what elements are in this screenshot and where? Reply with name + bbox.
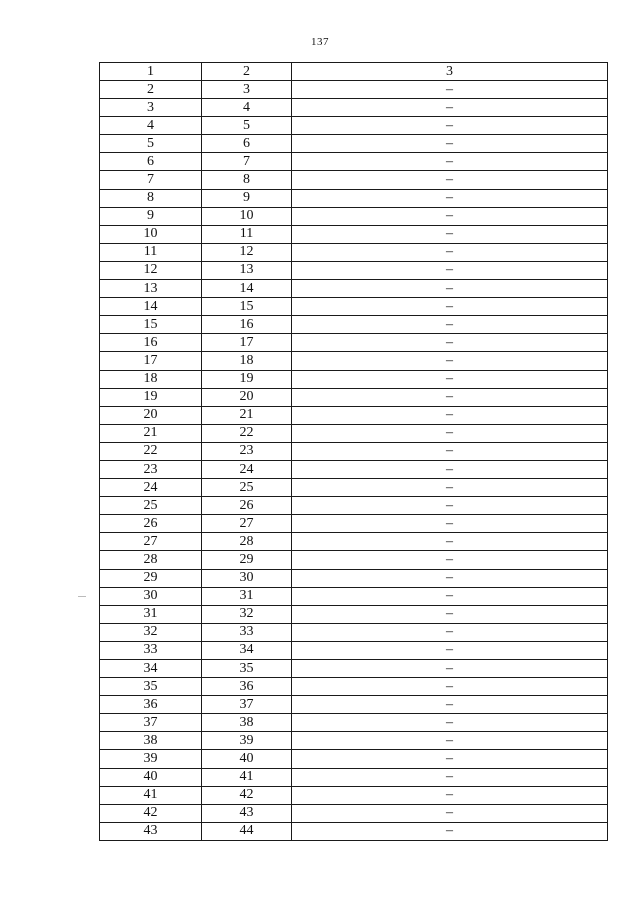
table-cell-col-1: 29 <box>100 569 202 587</box>
table-cell-col-3: – <box>292 569 608 587</box>
table-cell-col-2: 10 <box>202 207 292 225</box>
table-cell-col-3: – <box>292 280 608 298</box>
table-cell-col-2: 18 <box>202 352 292 370</box>
table-cell-col-3: – <box>292 533 608 551</box>
table-cell-col-3: – <box>292 406 608 424</box>
table-cell-col-1: 4 <box>100 117 202 135</box>
table-cell-col-3: – <box>292 822 608 840</box>
table-cell-col-2: 17 <box>202 334 292 352</box>
table-row <box>100 334 608 352</box>
column-header-1: 1 <box>100 63 202 81</box>
table-row <box>100 153 608 171</box>
table-cell-col-3: – <box>292 243 608 261</box>
table-row <box>100 696 608 714</box>
table-cell-col-3: – <box>292 660 608 678</box>
table-cell-col-3: – <box>292 316 608 334</box>
table-cell-col-3: – <box>292 189 608 207</box>
table-cell-col-1: 11 <box>100 243 202 261</box>
column-header-2: 2 <box>202 63 292 81</box>
table-cell-col-2: 30 <box>202 569 292 587</box>
table-cell-col-2: 24 <box>202 460 292 478</box>
table-cell-col-3: – <box>292 388 608 406</box>
table-cell-col-2: 5 <box>202 117 292 135</box>
table-cell-col-2: 4 <box>202 99 292 117</box>
table-cell-col-3: – <box>292 768 608 786</box>
table-cell-col-2: 29 <box>202 551 292 569</box>
table-cell-col-1: 18 <box>100 370 202 388</box>
table-cell-col-3: – <box>292 81 608 99</box>
table-row <box>100 424 608 442</box>
table-cell-col-2: 9 <box>202 189 292 207</box>
table-cell-col-2: 3 <box>202 81 292 99</box>
table-cell-col-1: 26 <box>100 515 202 533</box>
table-cell-col-3: – <box>292 442 608 460</box>
table-cell-col-2: 16 <box>202 316 292 334</box>
table-row <box>100 316 608 334</box>
table-row <box>100 605 608 623</box>
table-cell-col-3: – <box>292 551 608 569</box>
table-cell-col-2: 8 <box>202 171 292 189</box>
table-cell-col-3: – <box>292 352 608 370</box>
table-cell-col-2: 19 <box>202 370 292 388</box>
table-cell-col-1: 40 <box>100 768 202 786</box>
table-cell-col-3: – <box>292 424 608 442</box>
table-cell-col-2: 7 <box>202 153 292 171</box>
table-row <box>100 135 608 153</box>
table-cell-col-2: 42 <box>202 786 292 804</box>
table-row <box>100 515 608 533</box>
table-row <box>100 804 608 822</box>
table-row <box>100 623 608 641</box>
table-row <box>100 81 608 99</box>
table-cell-col-1: 8 <box>100 189 202 207</box>
table-row <box>100 660 608 678</box>
table-row <box>100 587 608 605</box>
table-header-row <box>100 63 608 81</box>
table-cell-col-1: 20 <box>100 406 202 424</box>
table-cell-col-3: – <box>292 117 608 135</box>
table-cell-col-3: – <box>292 479 608 497</box>
table-cell-col-2: 15 <box>202 298 292 316</box>
table-row <box>100 786 608 804</box>
table-cell-col-1: 33 <box>100 641 202 659</box>
table-cell-col-3: – <box>292 515 608 533</box>
table-cell-col-1: 24 <box>100 479 202 497</box>
table-cell-col-1: 21 <box>100 424 202 442</box>
table-row <box>100 678 608 696</box>
table-cell-col-1: 32 <box>100 623 202 641</box>
table-cell-col-1: 19 <box>100 388 202 406</box>
table-row <box>100 189 608 207</box>
table-row <box>100 497 608 515</box>
table-cell-col-1: 39 <box>100 750 202 768</box>
table-row <box>100 298 608 316</box>
table-cell-col-1: 3 <box>100 99 202 117</box>
table-cell-col-2: 43 <box>202 804 292 822</box>
table-cell-col-3: – <box>292 678 608 696</box>
table-cell-col-1: 15 <box>100 316 202 334</box>
table-cell-col-2: 38 <box>202 714 292 732</box>
table-row <box>100 442 608 460</box>
table-row <box>100 551 608 569</box>
table-cell-col-3: – <box>292 786 608 804</box>
table-cell-col-3: – <box>292 334 608 352</box>
table-cell-col-1: 37 <box>100 714 202 732</box>
table-cell-col-3: – <box>292 370 608 388</box>
table-row <box>100 243 608 261</box>
table-cell-col-1: 17 <box>100 352 202 370</box>
table-row <box>100 732 608 750</box>
table-cell-col-3: – <box>292 732 608 750</box>
table-cell-col-3: – <box>292 714 608 732</box>
table-cell-col-1: 12 <box>100 261 202 279</box>
table-cell-col-2: 25 <box>202 479 292 497</box>
table-cell-col-3: – <box>292 804 608 822</box>
table-cell-col-1: 13 <box>100 280 202 298</box>
table-cell-col-2: 14 <box>202 280 292 298</box>
table-cell-col-3: – <box>292 135 608 153</box>
table-body <box>100 63 608 841</box>
table-row <box>100 117 608 135</box>
table-row <box>100 714 608 732</box>
table-cell-col-3: – <box>292 696 608 714</box>
page-number: 137 <box>311 36 329 48</box>
table-cell-col-2: 13 <box>202 261 292 279</box>
table-cell-col-2: 22 <box>202 424 292 442</box>
table-cell-col-1: 22 <box>100 442 202 460</box>
table-row <box>100 207 608 225</box>
table-row <box>100 99 608 117</box>
table-cell-col-1: 23 <box>100 460 202 478</box>
table-row <box>100 822 608 840</box>
table-cell-col-2: 34 <box>202 641 292 659</box>
table-cell-col-1: 27 <box>100 533 202 551</box>
margin-mark <box>78 596 86 597</box>
table-cell-col-2: 32 <box>202 605 292 623</box>
table-row <box>100 370 608 388</box>
table-cell-col-2: 28 <box>202 533 292 551</box>
table-cell-col-2: 21 <box>202 406 292 424</box>
table-row <box>100 460 608 478</box>
table-cell-col-1: 34 <box>100 660 202 678</box>
table-cell-col-1: 30 <box>100 587 202 605</box>
table-row <box>100 406 608 424</box>
table-cell-col-2: 20 <box>202 388 292 406</box>
table-cell-col-1: 25 <box>100 497 202 515</box>
table-row <box>100 641 608 659</box>
table-cell-col-2: 41 <box>202 768 292 786</box>
table-cell-col-2: 27 <box>202 515 292 533</box>
table-cell-col-3: – <box>292 750 608 768</box>
table-cell-col-1: 43 <box>100 822 202 840</box>
table-cell-col-3: – <box>292 261 608 279</box>
table-cell-col-1: 6 <box>100 153 202 171</box>
table-row <box>100 533 608 551</box>
table-row <box>100 171 608 189</box>
table-cell-col-1: 7 <box>100 171 202 189</box>
table-cell-col-2: 26 <box>202 497 292 515</box>
table-row <box>100 569 608 587</box>
table-cell-col-3: – <box>292 99 608 117</box>
table-cell-col-1: 9 <box>100 207 202 225</box>
table-cell-col-1: 41 <box>100 786 202 804</box>
table-cell-col-3: – <box>292 623 608 641</box>
table-cell-col-1: 42 <box>100 804 202 822</box>
table-cell-col-2: 39 <box>202 732 292 750</box>
table-cell-col-1: 31 <box>100 605 202 623</box>
table-cell-col-2: 33 <box>202 623 292 641</box>
table-cell-col-1: 14 <box>100 298 202 316</box>
table-row <box>100 225 608 243</box>
table-cell-col-3: – <box>292 207 608 225</box>
table-cell-col-2: 36 <box>202 678 292 696</box>
table-cell-col-2: 35 <box>202 660 292 678</box>
table-cell-col-2: 37 <box>202 696 292 714</box>
table-cell-col-3: – <box>292 171 608 189</box>
table-row <box>100 479 608 497</box>
table-cell-col-1: 36 <box>100 696 202 714</box>
table-cell-col-2: 6 <box>202 135 292 153</box>
table-cell-col-1: 28 <box>100 551 202 569</box>
table-row <box>100 280 608 298</box>
table-row <box>100 352 608 370</box>
table-cell-col-3: – <box>292 298 608 316</box>
data-table <box>99 62 608 841</box>
table-row <box>100 768 608 786</box>
table-cell-col-2: 40 <box>202 750 292 768</box>
table-cell-col-3: – <box>292 587 608 605</box>
table-row <box>100 750 608 768</box>
table-cell-col-3: – <box>292 497 608 515</box>
table-cell-col-1: 38 <box>100 732 202 750</box>
table-cell-col-3: – <box>292 460 608 478</box>
table-cell-col-1: 5 <box>100 135 202 153</box>
column-header-3: 3 <box>292 63 608 81</box>
table-cell-col-2: 44 <box>202 822 292 840</box>
table-cell-col-2: 11 <box>202 225 292 243</box>
table-cell-col-1: 2 <box>100 81 202 99</box>
table-cell-col-3: – <box>292 225 608 243</box>
table-cell-col-2: 31 <box>202 587 292 605</box>
table-cell-col-2: 12 <box>202 243 292 261</box>
table-cell-col-2: 23 <box>202 442 292 460</box>
table-row <box>100 261 608 279</box>
table-cell-col-3: – <box>292 641 608 659</box>
table-cell-col-3: – <box>292 153 608 171</box>
table-cell-col-1: 10 <box>100 225 202 243</box>
table-cell-col-1: 35 <box>100 678 202 696</box>
table-cell-col-1: 16 <box>100 334 202 352</box>
table-cell-col-3: – <box>292 605 608 623</box>
table-row <box>100 388 608 406</box>
